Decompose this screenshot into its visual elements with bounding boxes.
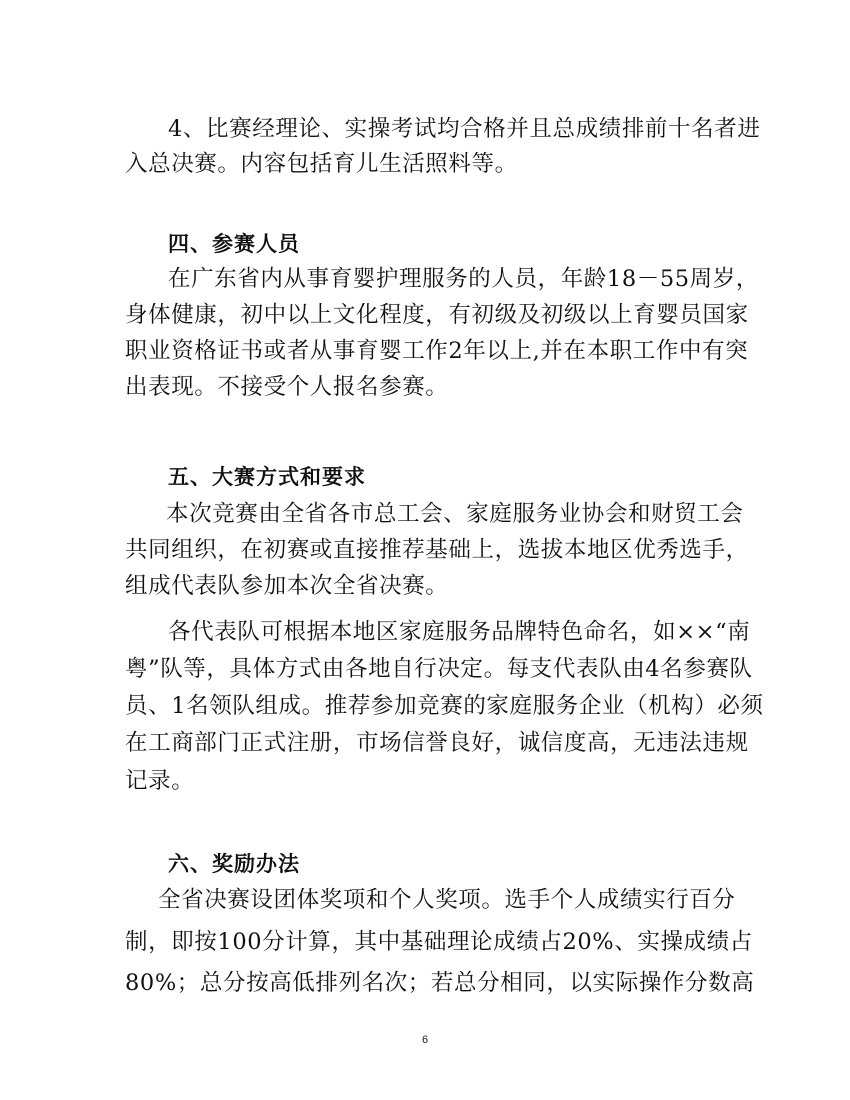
section6-line-1: 全省决赛设团体奖项和个人奖项。选手个人成绩实行百分 xyxy=(158,887,736,913)
section5-p2-line-3: 员、1名领队组成。推荐参加竞赛的家庭服务企业（机构）必须 xyxy=(125,693,764,719)
section5-p1-line-1: 本次竞赛由全省各市总工会、家庭服务业协会和财贸工会 xyxy=(166,501,744,527)
section6-line-2: 制，即按100分计算，其中基础理论成绩占20%、实操成绩占 xyxy=(125,929,753,955)
section4-line-2: 身体健康，初中以上文化程度，有初级及初级以上育婴员国家 xyxy=(125,302,749,328)
section4-line-4: 出表现。不接受个人报名参赛。 xyxy=(125,374,449,400)
item4-line-1: 4、比赛经理论、实操考试均合格并且总成绩排前十名者进 xyxy=(168,116,761,142)
section6-line-3: 80%；总分按高低排列名次；若总分相同，以实际操作分数高 xyxy=(125,970,755,996)
section5-heading: 五、大赛方式和要求 xyxy=(168,465,366,489)
section5-p2-line-4: 在工商部门正式注册，市场信誉良好，诚信度高，无违法违规 xyxy=(125,730,749,756)
section4-line-1: 在广东省内从事育婴护理服务的人员，年龄18－55周岁， xyxy=(168,266,759,292)
section5-p2-line-5: 记录。 xyxy=(125,768,195,794)
section5-p1-line-3: 组成代表队参加本次全省决赛。 xyxy=(125,573,449,599)
item4-line-2: 入总决赛。内容包括育儿生活照料等。 xyxy=(125,151,518,177)
section4-line-3: 职业资格证书或者从事育婴工作2年以上,并在本职工作中有突 xyxy=(125,338,749,364)
section5-p1-line-2: 共同组织，在初赛或直接推荐基础上，选拔本地区优秀选手， xyxy=(125,537,749,563)
section4-heading: 四、参赛人员 xyxy=(168,232,300,256)
section5-p2-line-2: 粤”队等，具体方式由各地自行决定。每支代表队由4名参赛队 xyxy=(125,656,753,682)
section6-heading: 六、奖励办法 xyxy=(168,852,300,876)
section5-p2-line-1: 各代表队可根据本地区家庭服务品牌特色命名，如××“南 xyxy=(168,619,751,645)
page-number: 6 xyxy=(421,1034,429,1046)
